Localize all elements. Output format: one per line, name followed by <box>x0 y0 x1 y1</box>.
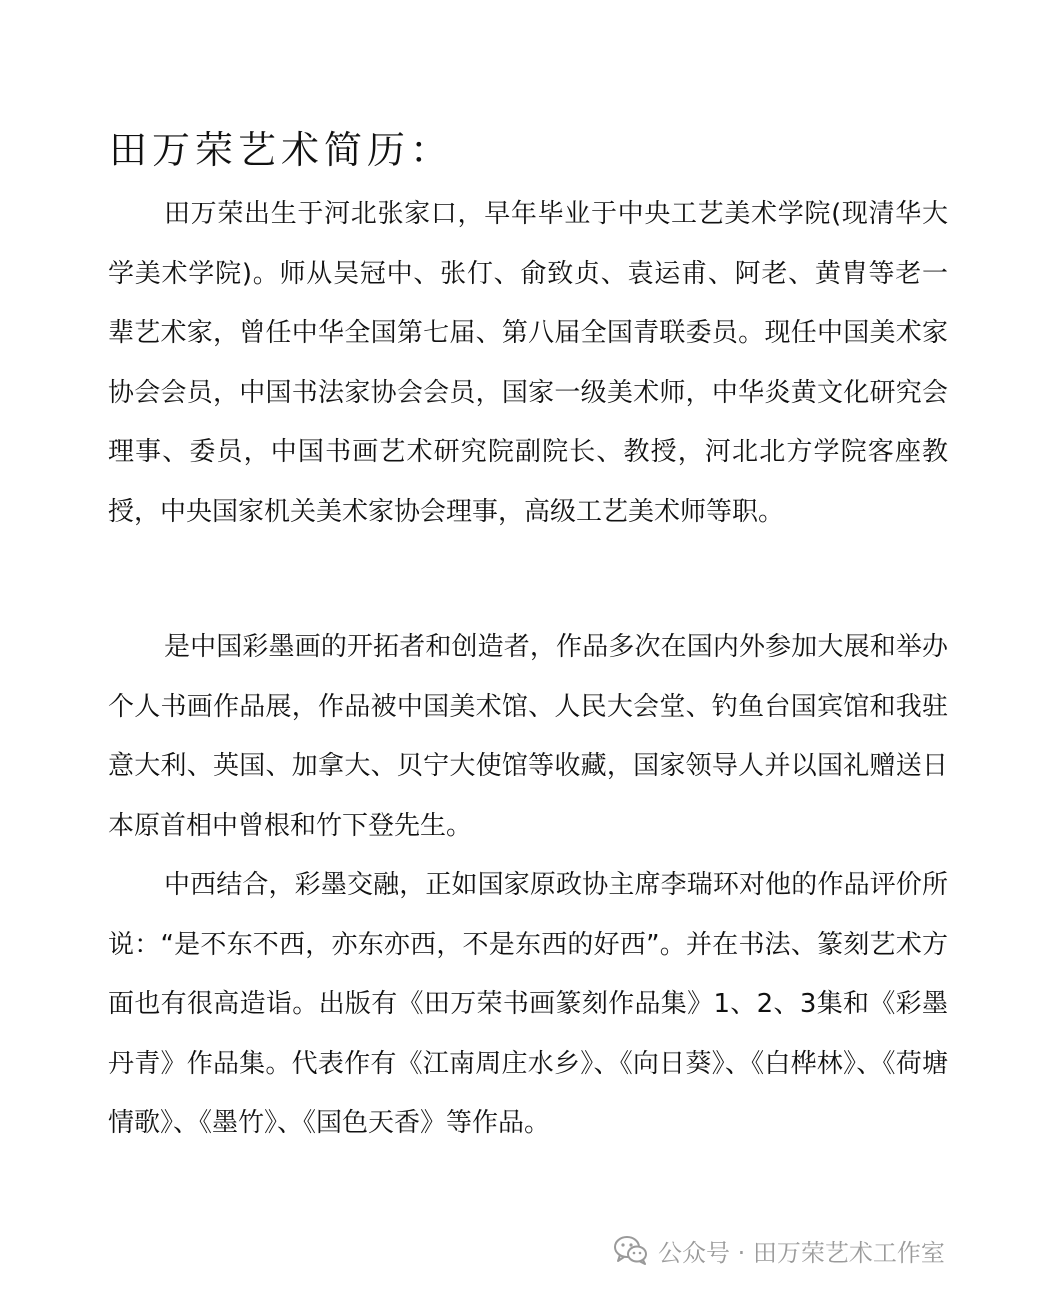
paragraph-style: 中西结合，彩墨交融，正如国家原政协主席李瑞环对他的作品评价所说：“是不东不西，亦东亦西，不是东西的好西”。并在书法、篆刻艺术方面也有很高造诣。出版有《田万荣书画篆刻作品集》1、2、3集和《彩墨丹青》作品集。代表作有《江南周庄水乡》、《向日葵》、《白桦林》、《荷塘情歌》、《墨竹》、《国色天香》等作品。 <box>108 870 948 1138</box>
footer-account-label: 公众号 · 田万荣艺术工作室 <box>658 1238 945 1267</box>
paragraph-biography: 田万荣出生于河北张家口，早年毕业于中央工艺美术学院(现清华大学美术学院)。师从吴冠中、张仃、俞致贞、袁运甫、阿老、黄胄等老一辈艺术家，曾任中华全国第七届、第八届全国青联委员。现任中国美术家协会会员，中国书法家协会会员，国家一级美术师，中华炎黄文化研究会理事、委员，中国书画艺术研究院副院长、教授，河北北方学院客座教授，中央国家机关美术家协会理事，高级工艺美术师等职。 <box>108 199 948 527</box>
page-title: 田万荣艺术简历： <box>109 128 454 172</box>
wechat-icon <box>614 1235 648 1265</box>
paragraph-achievements: 是中国彩墨画的开拓者和创造者，作品多次在国内外参加大展和举办个人书画作品展，作品被中国美术馆、人民大会堂、钓鱼台国宾馆和我驻意大利、英国、加拿大、贝宁大使馆等收藏，国家领导人并以国礼赠送日本原首相中曾根和竹下登先生。 <box>108 632 948 841</box>
watermark-footer <box>614 1230 945 1270</box>
